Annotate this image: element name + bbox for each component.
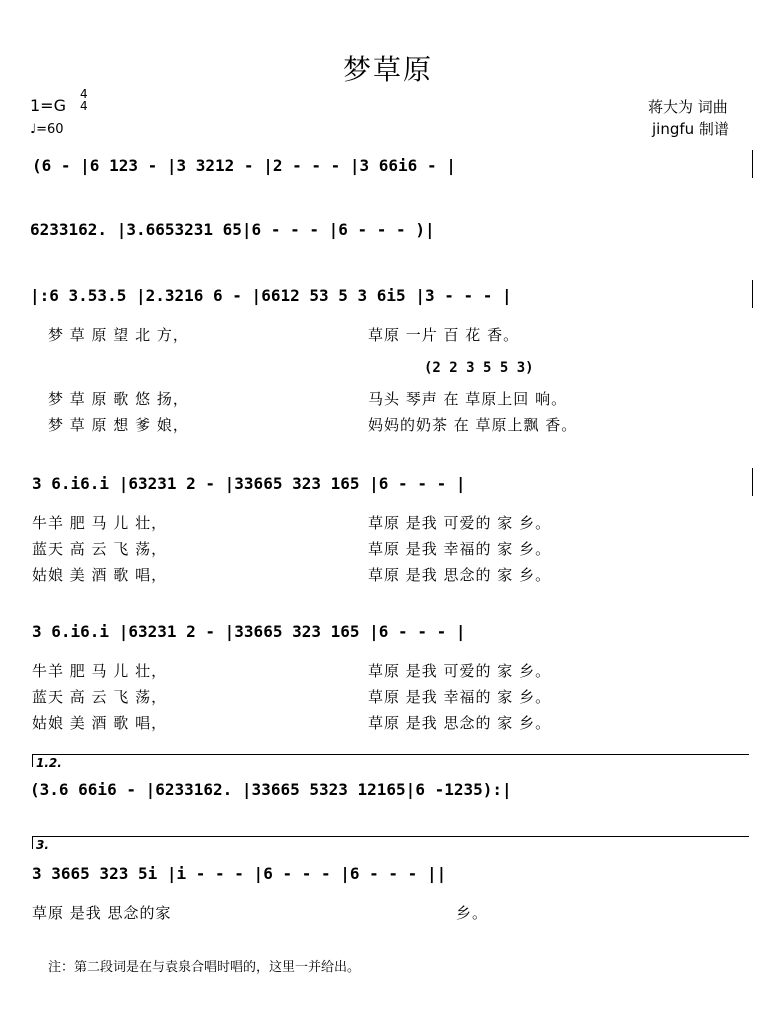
song-title: 梦草原 [342, 53, 433, 86]
barline [752, 468, 753, 496]
lyric-line: 草原 是我 幸福的 家 乡。 [368, 688, 552, 706]
lyric-line: 梦 草 原 想 爹 娘， [48, 416, 189, 434]
key-signature: 1=G [30, 96, 66, 115]
tempo-marking: ♩=60 [30, 122, 64, 137]
lyric-line: 草原 是我 思念的 家 乡。 [368, 566, 552, 584]
lyric-line: 牛羊 肥 马 儿 壮， [32, 514, 168, 532]
time-signature [80, 88, 88, 112]
volta-label: 3. [36, 838, 49, 852]
lyric-line: 蓝天 高 云 飞 荡， [32, 540, 168, 558]
barline [752, 280, 753, 308]
footnote: 注：第二段词是在与袁泉合唱时唱的，这里一并给出。 [48, 960, 361, 975]
volta-label: 1.2. [36, 756, 62, 770]
volta-bracket [32, 836, 749, 849]
staff-line-7: 3 3665 323 5i |i - - - |6 - - - |6 - - - || [32, 864, 447, 883]
lyric-line: 姑娘 美 酒 歌 唱， [32, 566, 168, 584]
lyric-line: 妈妈的奶茶 在 草原上飘 香。 [368, 416, 578, 434]
staff-line-4: 3 6.i6.i |63231 2 - |33665 323 165 |6 - - - | [32, 474, 466, 493]
lyric-line: 草原 是我 可爱的 家 乡。 [368, 514, 552, 532]
lyric-line: 蓝天 高 云 飞 荡， [32, 688, 168, 706]
volta-bracket [32, 754, 749, 767]
staff-line-6: (3.6 66i6 - |6233162. |33665 5323 12165|6 -1235):| [30, 780, 512, 799]
time-sig-bottom: 4 [80, 99, 88, 113]
lyric-line: 草原 是我 思念的家 [32, 904, 172, 922]
staff-line-5: 3 6.i6.i |63231 2 - |33665 323 165 |6 - - - | [32, 622, 466, 641]
lyric-line: 乡。 [456, 904, 489, 922]
lyric-line: 马头 琴声 在 草原上回 响。 [368, 390, 568, 408]
lyric-line: 草原 一片 百 花 香。 [368, 326, 520, 344]
lyric-line: 草原 是我 幸福的 家 乡。 [368, 540, 552, 558]
lyric-line: 牛羊 肥 马 儿 壮， [32, 662, 168, 680]
lyric-line: 草原 是我 可爱的 家 乡。 [368, 662, 552, 680]
staff-line-3: |:6 3.53.5 |2.3216 6 - |6612 53 5 3 6i5 |3 - - - | [30, 286, 512, 305]
staff-line-2: 6233162. |3.6653231 65|6 - - - |6 - - - )| [30, 220, 435, 239]
lyric-line: 草原 是我 思念的 家 乡。 [368, 714, 552, 732]
arranger-credit: jingfu 制谱 [652, 120, 729, 138]
time-sig-top: 4 [80, 87, 88, 101]
lyric-line: 梦 草 原 望 北 方， [48, 326, 189, 344]
lyric-line: 姑娘 美 酒 歌 唱， [32, 714, 168, 732]
ornament-notes: (2 2 3 5 5 3) [424, 360, 534, 376]
barline [752, 150, 753, 178]
composer-credit: 蒋大为 词曲 [648, 98, 728, 116]
staff-line-1: (6 - |6 123 - |3 3212 - |2 - - - |3 66i6 - | [32, 156, 456, 175]
lyric-line: 梦 草 原 歌 悠 扬， [48, 390, 189, 408]
